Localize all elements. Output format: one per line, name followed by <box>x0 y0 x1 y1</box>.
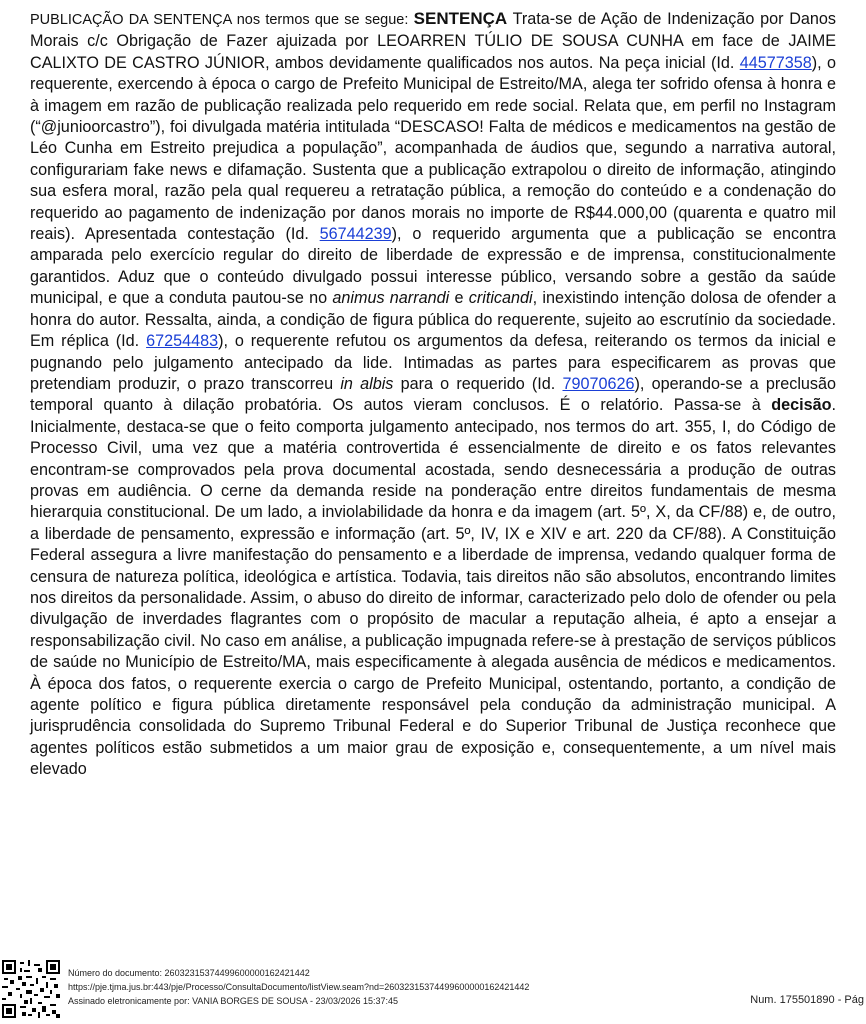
text-segment: Trata-se de Ação de Indenização por Danos Morais c/c Obrigação de Fazer ajuizada por LEOARREN TÚLIO DE SOUSA CUNHA em face de JAIME CALIXTO DE CASTRO JÚNIOR, ambos devidamente qualificados nos autos. Na peça inicial (Id. <box>30 10 837 72</box>
sentence-text <box>30 8 836 781</box>
text-segment: ), o requerente refutou os argumentos da defesa, reiterando os termos da inicial e pugnando pelo julgamento antecipado da lide. Intimadas as partes para especificarem as provas que pretendiam produzir, o prazo transcorreu <box>30 332 836 393</box>
qr-code-icon <box>2 960 60 1018</box>
text-segment: ), o requerido argumenta que a publicação se encontra amparada pelo exercício regular do direito de liberdade de expressão e de imprensa, constitucionalmente garantidos. Aduz que o conteúdo divulgado possui interesse público, versando sobre a gestão da saúde municipal, e que a conduta pautou-se no <box>30 225 836 308</box>
page-number: Num. 175501890 - Pág <box>750 994 864 1006</box>
document-number: Número do documento: 26032315374499600000162421442 <box>68 968 310 978</box>
text-segment: ), o requerente, exercendo à época o cargo de Prefeito Municipal de Estreito/MA, alega ter sofrido ofensa à honra e à imagem em razão de publicação realizada pelo requerido em rede social. Relata que, em perfil no Instagram (“@junioorcastro”), foi divulgada matéria intitulada “DESCASO! Falta de médicos e medicamentos na gestão de Léo Cunha em Estreito prejudica a população”, acompanhada de áudios que, segundo a narrativa autoral, configurariam fake news e difamação. Sustenta que a publicação extrapolou o direito de informação, atingindo sua esfera moral, razão pela qual requereu a retratação pública, a remoção do conteúdo e a condenação do requerido ao pagamento de indenização por danos morais no importe de R$44.000,00 (quarenta e quatro mil reais). Apresentada contestação (Id. <box>30 53 836 244</box>
document-id-link[interactable]: 79070626 <box>562 374 635 393</box>
sentence-heading: SENTENÇA <box>413 9 508 28</box>
document-id-link[interactable]: 67254483 <box>146 332 219 351</box>
text-segment: para o requerido (Id. <box>393 374 563 393</box>
signature-line: Assinado eletronicamente por: VANIA BORGES DE SOUSA - 23/03/2026 15:37:45 <box>68 996 399 1006</box>
footer-info <box>68 966 529 1008</box>
italic-term: criticandi <box>468 289 533 308</box>
publication-header: PUBLICAÇÃO DA SENTENÇA nos termos que se segue: <box>30 12 414 28</box>
document-id-link[interactable]: 56744239 <box>319 225 392 244</box>
italic-term: animus narrandi <box>332 289 450 308</box>
bold-term: decisão <box>771 396 832 415</box>
document-footer <box>0 954 866 1024</box>
text-segment: . Inicialmente, destaca-se que o feito comporta julgamento antecipado, nos termos do art. 355, I, do Código de Processo Civil, uma vez que a matéria controvertida é essencialmente de direito e os fatos relevantes encontram-se comprovados pela prova documental acostada, sendo desnecessária a produção de outras provas em audiência. O cerne da demanda reside na ponderação entre direitos fundamentais de mesma hierarquia constitucional. De um lado, a inviolabilidade da honra e da imagem (art. 5º, X, da CF/88) e, de outro, a liberdade de pensamento, expressão e informação (art. 5º, IV, IX e XIV e art. 220 da CF/88). A Constituição Federal assegura a livre manifestação do pensamento e a liberdade de imprensa, vedando qualquer forma de censura de natureza política, ideológica e artística. Todavia, tais direitos não são absolutos, encontrando limites nos direitos da personalidade. Assim, o abuso do direito de informar, caracterizado pelo dolo de ofender ou pela divulgação de inverdades flagrantes com o propósito de macular a reputação alheia, é apto a ensejar a responsabilização civil. No caso em análise, a publicação impugnada refere-se à prestação de serviços públicos de saúde no Município de Estreito/MA, mais especificamente à alegada ausência de médicos e medicamentos. À época dos fatos, o requerente exercia o cargo de Prefeito Municipal, ostentando, portanto, a condição de agente político e figura pública diretamente responsável pela condução da administração municipal. A jurisprudência consolidada do Supremo Tribunal Federal e do Superior Tribunal de Justiça reconhece que agentes políticos estão submetidos a um maior grau de exposição e, consequentemente, a um nível mais elevado <box>30 396 836 779</box>
text-segment: , inexistindo intenção dolosa de ofender a honra do autor. Ressalta, ainda, a condição de figura pública do requerente, sujeito ao escrutínio da sociedade. Em réplica (Id. <box>30 289 837 351</box>
italic-term: in albis <box>340 374 394 393</box>
text-segment: e <box>449 289 469 308</box>
document-url[interactable]: https://pje.tjma.jus.br:443/pje/Processo/ConsultaDocumento/listView.seam?nd=26032315374499600000162421442 <box>68 982 530 992</box>
document-id-link[interactable]: 44577358 <box>739 53 812 72</box>
text-segment: ), operando-se a preclusão temporal quanto à dilação probatória. Os autos vieram conclusos. É o relatório. Passa-se à <box>30 374 837 415</box>
